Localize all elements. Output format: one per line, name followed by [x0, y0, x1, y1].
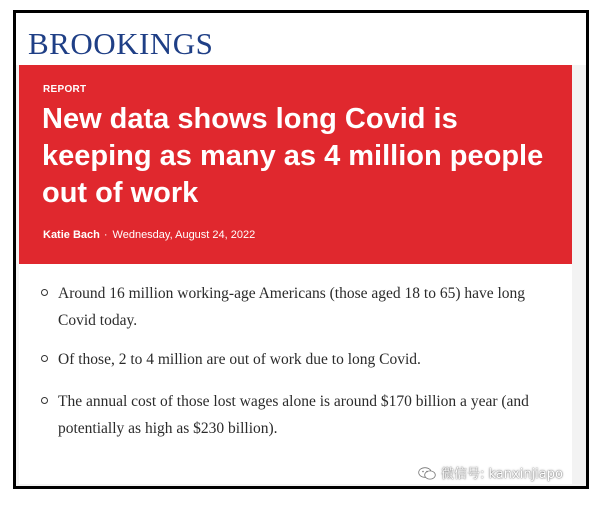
publish-date: Wednesday, August 24, 2022 — [112, 229, 256, 241]
author-link[interactable]: Katie Bach — [43, 229, 100, 241]
brookings-logo[interactable]: BROOKINGS — [28, 26, 214, 61]
byline-separator: · — [103, 229, 108, 241]
masthead — [16, 13, 586, 65]
article-headline: New data shows long Covid is keeping as many as 4 million people out of work — [42, 103, 544, 209]
wechat-icon — [418, 467, 436, 480]
list-item — [41, 388, 556, 442]
wechat-watermark — [418, 463, 563, 482]
bullet-circle-icon — [41, 355, 48, 362]
bullet-circle-icon — [41, 397, 48, 404]
key-points-list — [19, 264, 572, 484]
list-item-text: The annual cost of those lost wages alone is around $170 billion a year (and potentially as high as $230 billion). — [58, 393, 529, 437]
byline — [43, 229, 255, 241]
list-item — [41, 280, 556, 334]
article-header — [19, 65, 572, 264]
list-item — [41, 346, 556, 373]
watermark-text: 微信号: kanxinjiapo — [441, 467, 563, 482]
bullet-circle-icon — [41, 289, 48, 296]
list-item-text: Of those, 2 to 4 million are out of work due to long Covid. — [58, 351, 421, 368]
article-type-label[interactable]: REPORT — [43, 84, 87, 95]
article-screenshot-frame — [13, 10, 589, 489]
list-item-text: Around 16 million working-age Americans (those aged 18 to 65) have long Covid today. — [58, 285, 526, 329]
